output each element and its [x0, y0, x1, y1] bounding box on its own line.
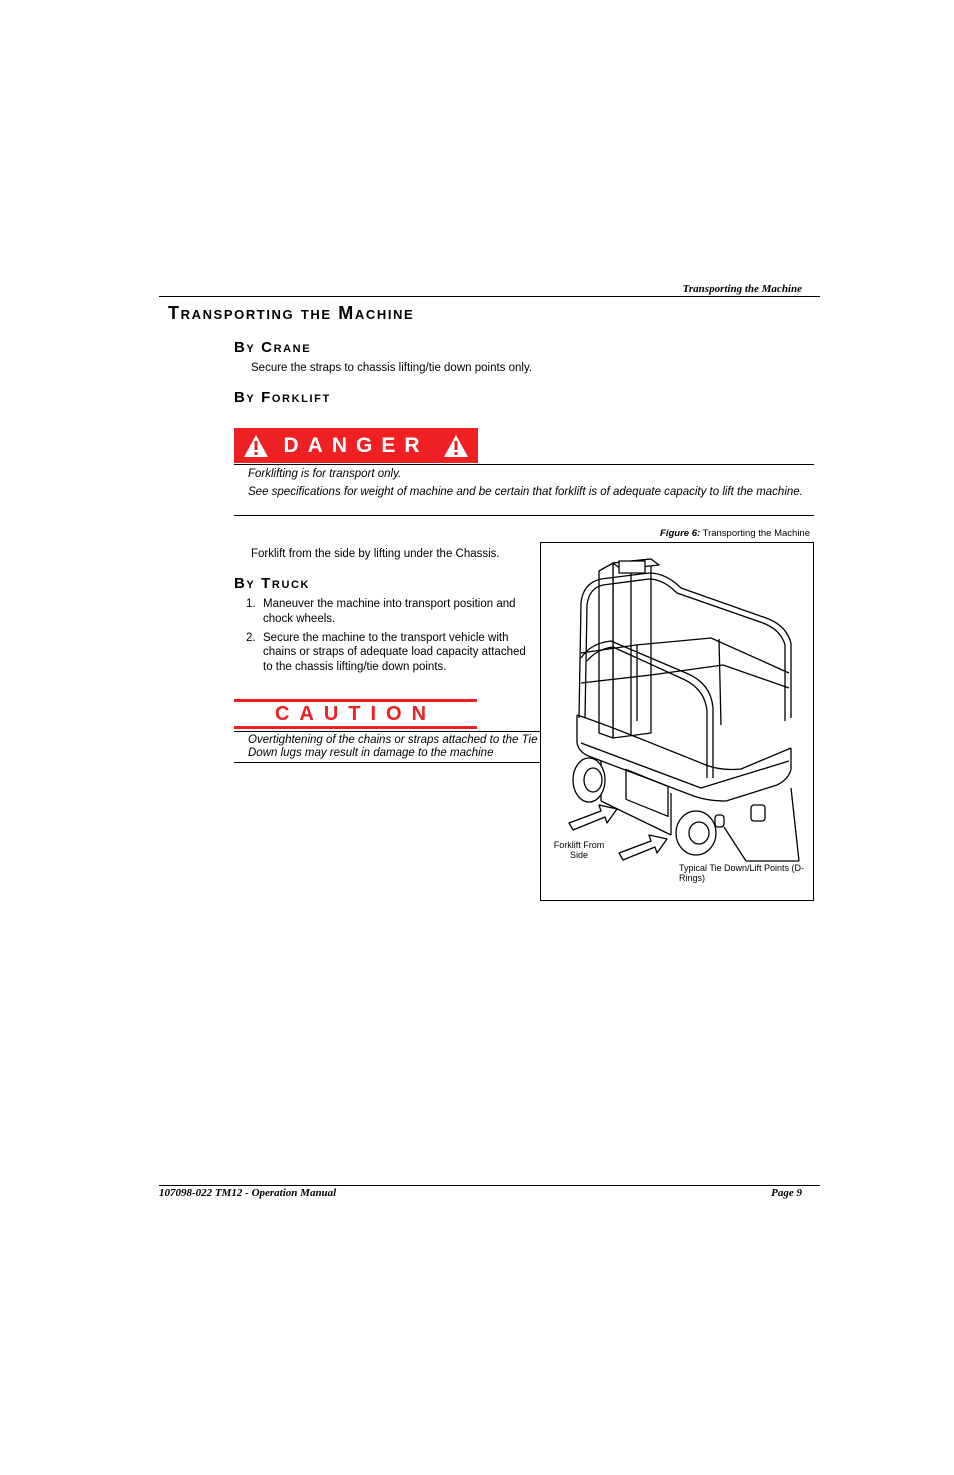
forklift-text: Forklift from the side by lifting under the Chassis.: [251, 548, 500, 560]
label-forklift-from-side: Forklift From Side: [553, 840, 605, 860]
figure-caption: [560, 528, 810, 539]
danger-rule-bottom: [234, 515, 814, 516]
list-item: 1. Maneuver the machine into transport position and chock wheels.: [246, 598, 516, 625]
danger-rule-top: [234, 464, 814, 465]
running-header: Transporting the Machine: [682, 283, 802, 295]
footer-page-number: Page 9: [771, 1187, 802, 1199]
danger-word: DANGER: [283, 433, 429, 457]
footer-rule: [159, 1185, 820, 1186]
heading-by-crane: By Crane: [234, 339, 312, 356]
header-rule: [159, 296, 820, 297]
figure-number: Figure 6:: [660, 528, 701, 539]
danger-label: [234, 428, 478, 463]
truck-steps: [246, 597, 536, 679]
crane-text: Secure the straps to chassis lifting/tie down points only.: [251, 362, 533, 374]
caution-label: [234, 699, 477, 729]
heading-by-truck: By Truck: [234, 575, 311, 592]
footer-doc-id: 107098-022 TM12 - Operation Manual: [159, 1187, 337, 1199]
heading-by-forklift: By Forklift: [234, 389, 331, 406]
warning-triangle-icon: [243, 434, 269, 458]
caution-rule-bottom: [234, 762, 540, 763]
figure-frame: [540, 542, 814, 901]
danger-line-1: Forklifting is for transport only.: [248, 468, 402, 480]
page-title: Transporting the Machine: [168, 303, 415, 323]
caution-word: CAUTION: [274, 702, 437, 725]
figure-caption-text: Transporting the Machine: [702, 528, 810, 539]
warning-triangle-icon: [443, 434, 469, 458]
list-item: 2. Secure the machine to the transport vehicle with chains or straps of adequate load capacity attached to the chassis lifting/tie down points.: [246, 631, 526, 673]
danger-line-2: See specifications for weight of machine and be certain that forklift is of adequate capacity to lift the machine.: [248, 486, 803, 498]
caution-rule-top: [234, 731, 540, 732]
caution-text: Overtightening of the chains or straps attached to the Tie Down lugs may result in damage to the machine: [248, 734, 538, 759]
label-tie-down-points: Typical Tie Down/Lift Points (D-Rings): [679, 863, 805, 883]
